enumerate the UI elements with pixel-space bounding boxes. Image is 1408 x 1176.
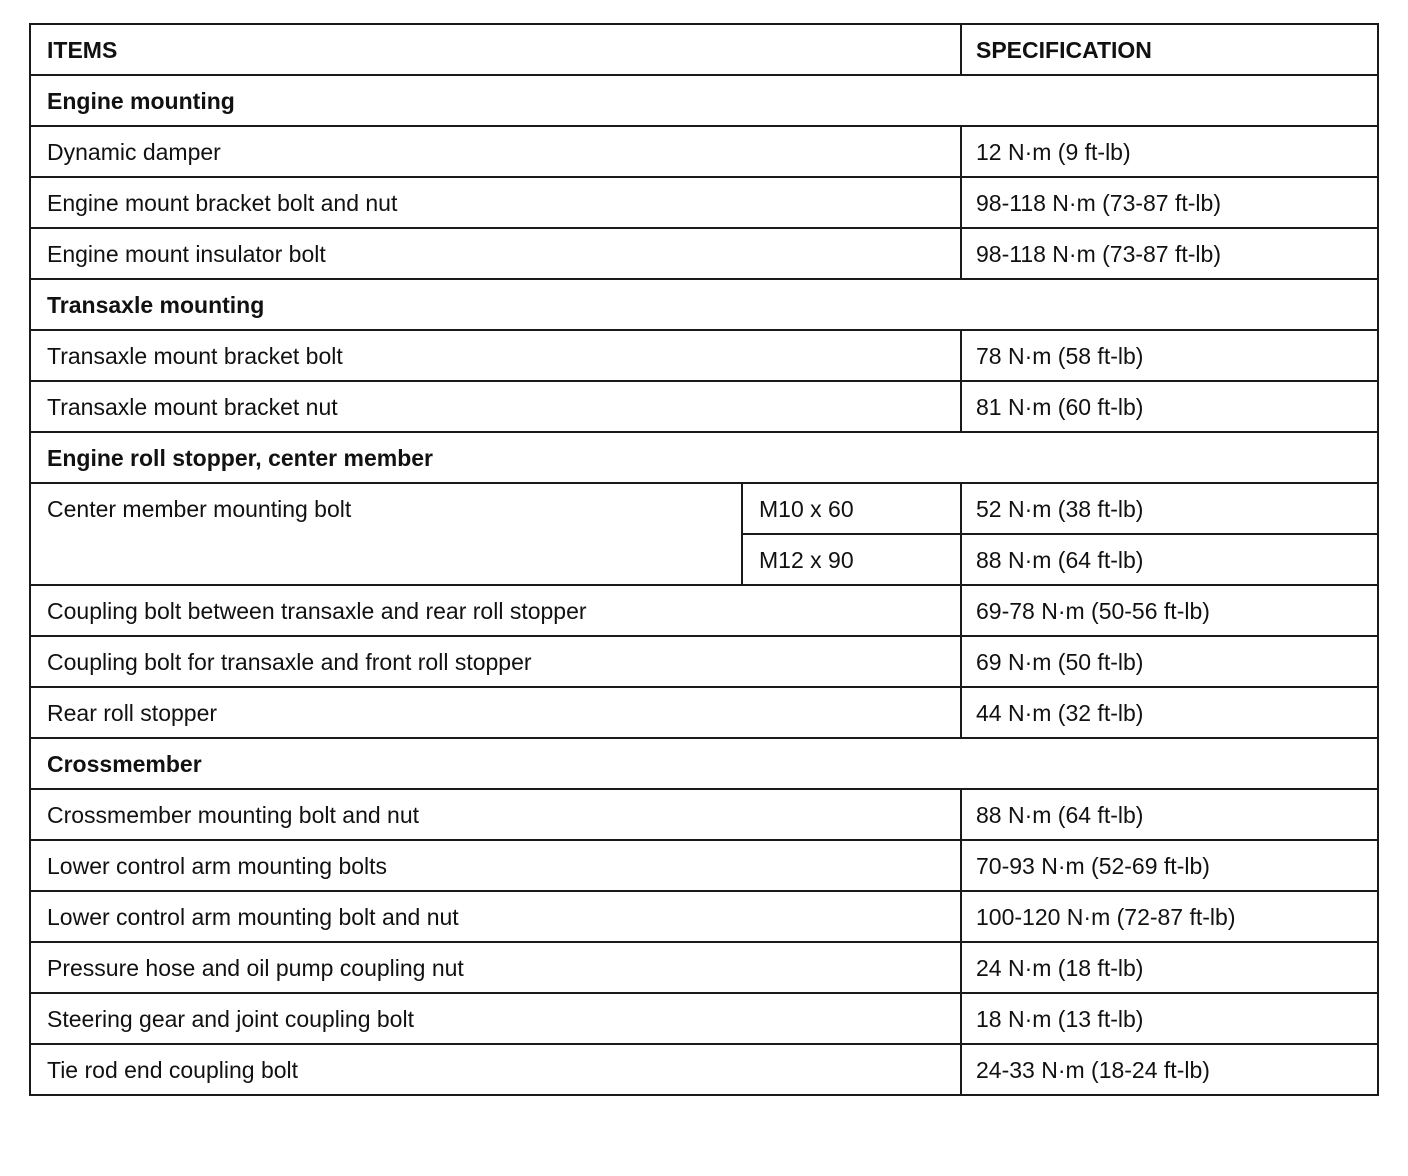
item-name-cell: Transaxle mount bracket nut — [30, 381, 961, 432]
torque-spec-cell: 98-118 N·m (73-87 ft-lb) — [961, 228, 1378, 279]
item-name-cell: Tie rod end coupling bolt — [30, 1044, 961, 1095]
table-row — [30, 177, 1378, 228]
table-body — [30, 75, 1378, 1095]
item-name-cell: Crossmember mounting bolt and nut — [30, 789, 961, 840]
table-row — [30, 891, 1378, 942]
item-name-cell: Coupling bolt for transaxle and front roll stopper — [30, 636, 961, 687]
table-row — [30, 585, 1378, 636]
table-row — [30, 636, 1378, 687]
table-row — [30, 993, 1378, 1044]
item-name-cell: Engine mount insulator bolt — [30, 228, 961, 279]
items-column-header: ITEMS — [30, 24, 961, 75]
table-row — [30, 483, 1378, 534]
table-row — [30, 381, 1378, 432]
torque-spec-cell: 100-120 N·m (72-87 ft-lb) — [961, 891, 1378, 942]
table-row — [30, 228, 1378, 279]
item-name-cell: Lower control arm mounting bolt and nut — [30, 891, 961, 942]
torque-spec-cell: 24-33 N·m (18-24 ft-lb) — [961, 1044, 1378, 1095]
item-name-cell: Dynamic damper — [30, 126, 961, 177]
table-row — [30, 1044, 1378, 1095]
bolt-size-cell: M12 x 90 — [742, 534, 961, 585]
table-row — [30, 330, 1378, 381]
torque-spec-cell: 12 N·m (9 ft-lb) — [961, 126, 1378, 177]
torque-spec-cell: 44 N·m (32 ft-lb) — [961, 687, 1378, 738]
torque-spec-cell: 78 N·m (58 ft-lb) — [961, 330, 1378, 381]
torque-spec-cell: 98-118 N·m (73-87 ft-lb) — [961, 177, 1378, 228]
table-row — [30, 942, 1378, 993]
section-header-row — [30, 432, 1378, 483]
torque-spec-cell: 52 N·m (38 ft-lb) — [961, 483, 1378, 534]
torque-spec-cell: 69 N·m (50 ft-lb) — [961, 636, 1378, 687]
item-name-cell: Rear roll stopper — [30, 687, 961, 738]
table-row — [30, 687, 1378, 738]
torque-spec-cell: 81 N·m (60 ft-lb) — [961, 381, 1378, 432]
section-header-row — [30, 75, 1378, 126]
torque-spec-cell: 24 N·m (18 ft-lb) — [961, 942, 1378, 993]
item-name-cell: Coupling bolt between transaxle and rear roll stopper — [30, 585, 961, 636]
table-row — [30, 126, 1378, 177]
torque-spec-cell: 70-93 N·m (52-69 ft-lb) — [961, 840, 1378, 891]
section-header-row — [30, 279, 1378, 330]
torque-spec-cell: 69-78 N·m (50-56 ft-lb) — [961, 585, 1378, 636]
bolt-size-cell: M10 x 60 — [742, 483, 961, 534]
torque-specification-table — [29, 23, 1379, 1096]
item-name-cell: Pressure hose and oil pump coupling nut — [30, 942, 961, 993]
torque-spec-cell: 88 N·m (64 ft-lb) — [961, 534, 1378, 585]
section-title: Engine mounting — [30, 75, 1378, 126]
item-name-cell: Steering gear and joint coupling bolt — [30, 993, 961, 1044]
item-name-cell: Lower control arm mounting bolts — [30, 840, 961, 891]
table-row — [30, 840, 1378, 891]
section-title: Transaxle mounting — [30, 279, 1378, 330]
section-header-row — [30, 738, 1378, 789]
section-title: Crossmember — [30, 738, 1378, 789]
table-header-row — [30, 24, 1378, 75]
item-name-cell: Transaxle mount bracket bolt — [30, 330, 961, 381]
torque-spec-cell: 88 N·m (64 ft-lb) — [961, 789, 1378, 840]
section-title: Engine roll stopper, center member — [30, 432, 1378, 483]
item-name-cell: Center member mounting bolt — [30, 483, 742, 585]
torque-spec-cell: 18 N·m (13 ft-lb) — [961, 993, 1378, 1044]
item-name-cell: Engine mount bracket bolt and nut — [30, 177, 961, 228]
specification-column-header: SPECIFICATION — [961, 24, 1378, 75]
table-row — [30, 789, 1378, 840]
